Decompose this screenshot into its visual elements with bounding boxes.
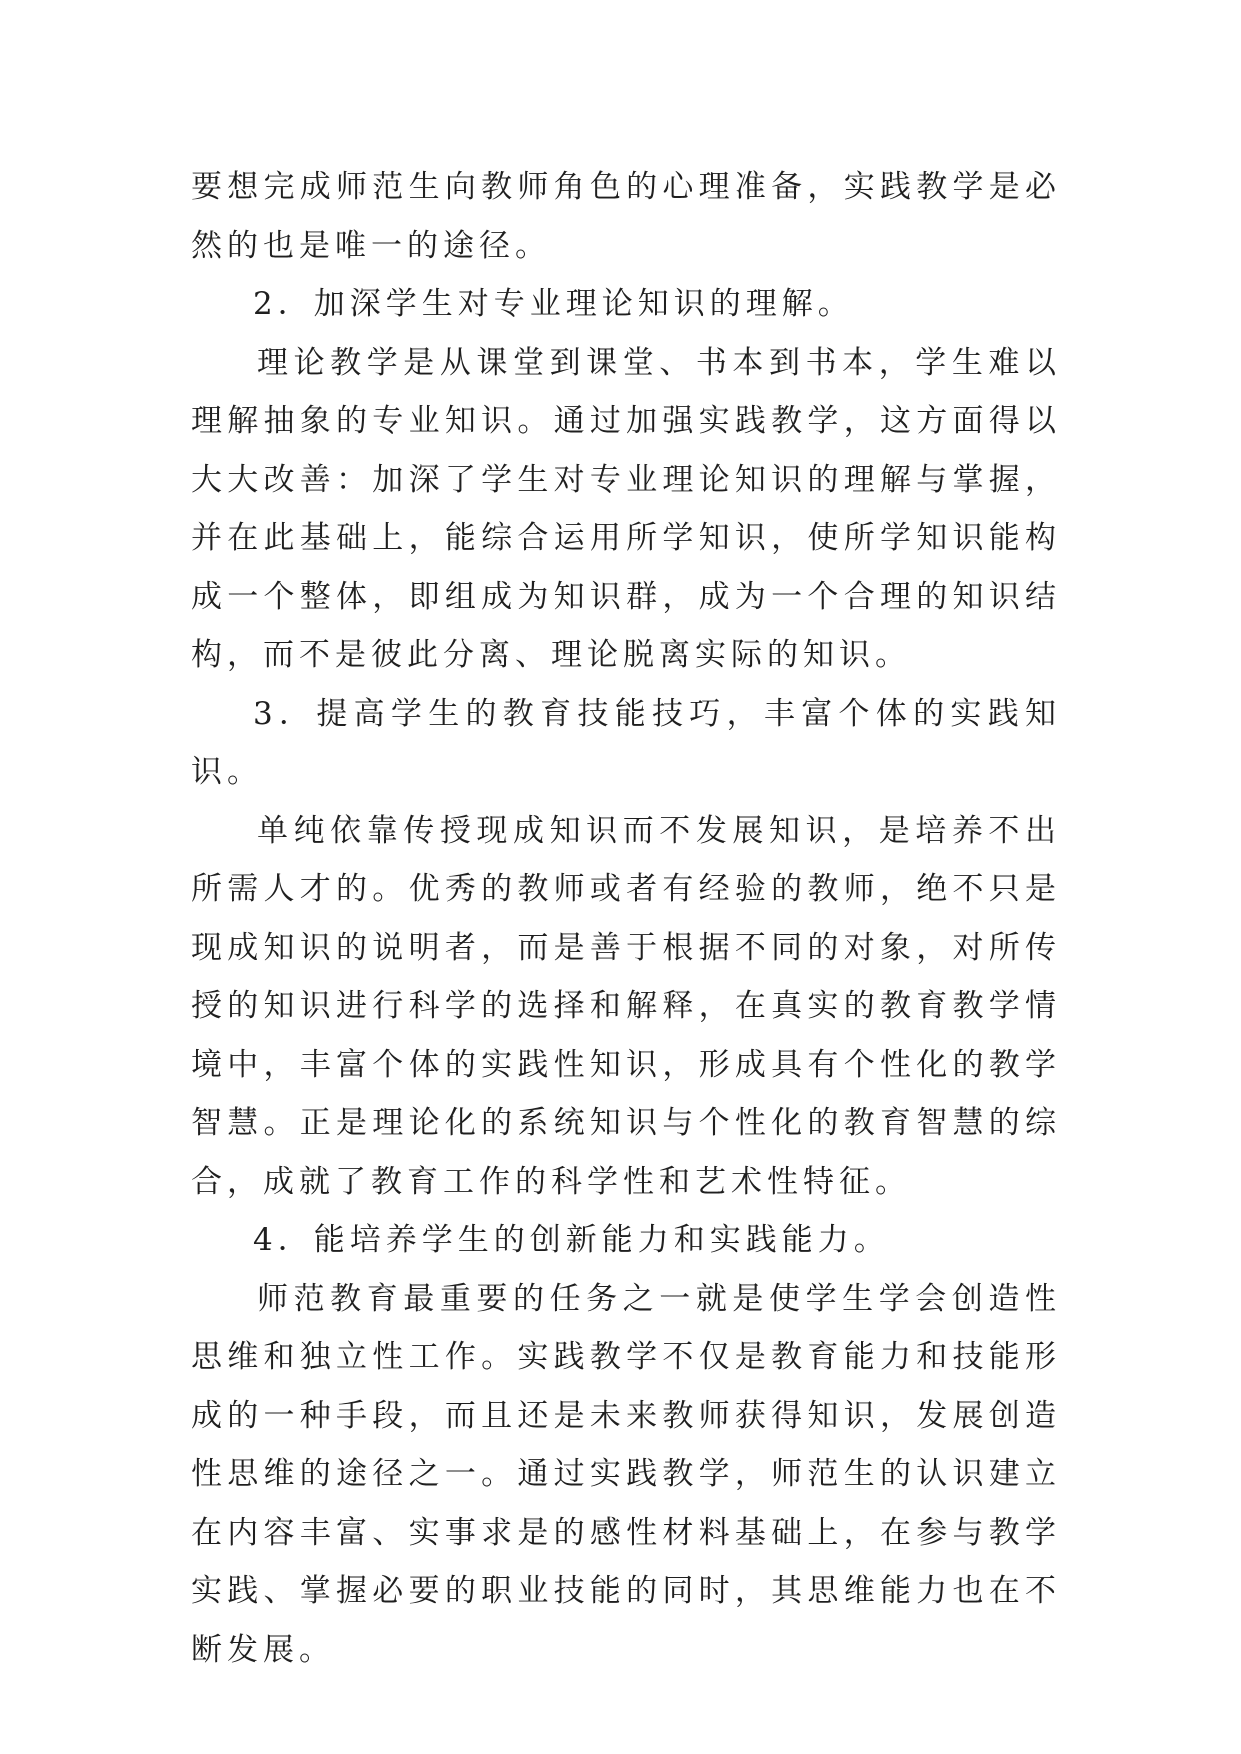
paragraph-theory-understanding: 理论教学是从课堂到课堂、书本到书本，学生难以理解抽象的专业知识。通过加强实践教学，这方面得以大大改善：加深了学生对专业理论知识的理解与掌握，并在此基础上，能综合运用所学知识，使所学知识能构成一个整体，即组成为知识群，成为一个合理的知识结构，而不是彼此分离、理论脱离实际的知识。: [191, 344, 1061, 673]
paragraph-continuation: 要想完成师范生向教师角色的心理准备，实践教学是必然的也是唯一的途径。: [191, 169, 1061, 264]
section-heading-2: 2．加深学生对专业理论知识的理解。: [253, 286, 854, 322]
document-body: [191, 158, 1061, 1679]
paragraph-teaching-skills: 单纯依靠传授现成知识而不发展知识，是培养不出所需人才的。优秀的教师或者有经验的教师，绝不只是现成知识的说明者，而是善于根据不同的对象，对所传授的知识进行科学的选择和解释，在真实的教育教学情境中，丰富个体的实践性知识，形成具有个性化的教学智慧。正是理论化的系统知识与个性化的教育智慧的综合，成就了教育工作的科学性和艺术性特征。: [191, 812, 1061, 1200]
section-heading-3: 3．提高学生的教育技能技巧，丰富个体的实践知识。: [191, 695, 1061, 790]
section-heading-4: 4．能培养学生的创新能力和实践能力。: [253, 1222, 890, 1258]
paragraph-innovation-ability: 师范教育最重要的任务之一就是使学生学会创造性思维和独立性工作。实践教学不仅是教育能力和技能形成的一种手段，而且还是未来教师获得知识，发展创造性思维的途径之一。通过实践教学，师范生的认识建立在内容丰富、实事求是的感性材料基础上，在参与教学实践、掌握必要的职业技能的同时，其思维能力也在不断发展。: [191, 1280, 1061, 1668]
